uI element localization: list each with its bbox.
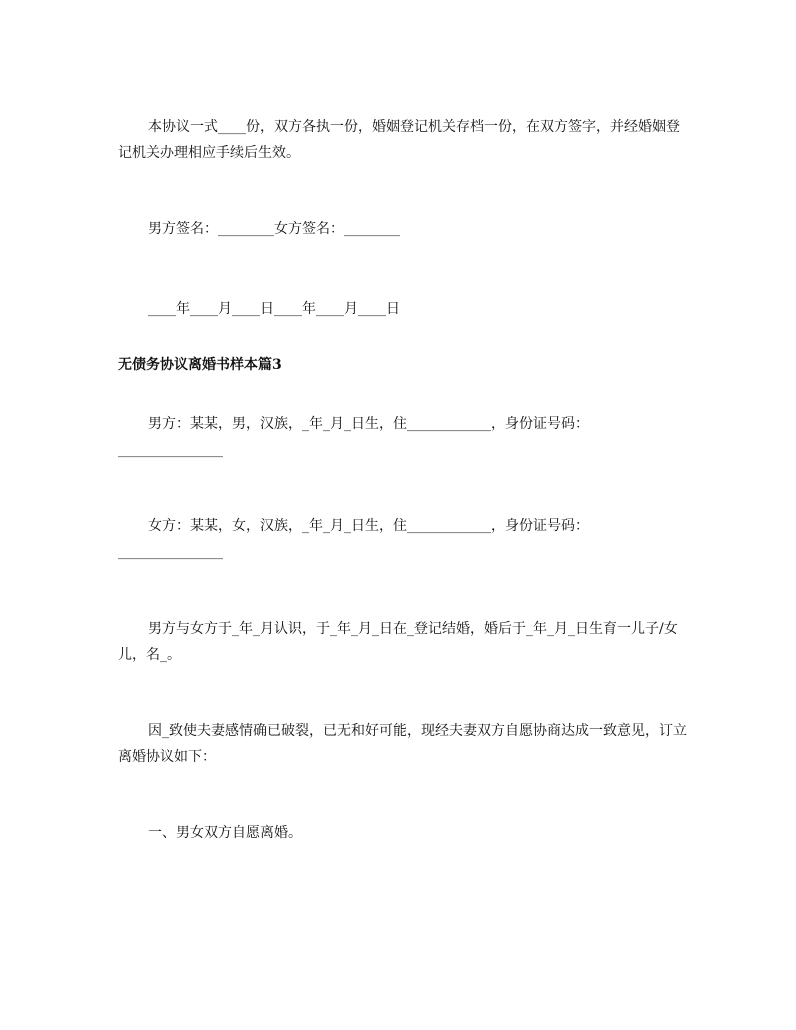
date-line: ____年____月____日____年____月____日 [148,301,400,317]
woman-id-blank: _______________ [118,544,223,560]
man-info-paragraph: 男方：某某，男，汉族，_年_月_日生，住____________，身份证号码： [148,416,589,432]
woman-info-paragraph: 女方：某某，女，汉族，_年_月_日生，住____________，身份证号码： [148,518,589,534]
clause-one-paragraph: 一、男女双方自愿离婚。 [148,825,302,841]
man-id-blank: _______________ [118,442,223,458]
marriage-info-paragraph: 男方与女方于_年_月认识，于_年_月_日在_登记结婚，婚后于_年_月_日生育一儿子/女儿，名_。 [118,621,678,663]
copies-clause-paragraph: 本协议一式____份，双方各执一份，婚姻登记机关存档一份，在双方签字，并经婚姻登记机关办理相应手续后生效。 [118,119,680,161]
section-title: 无债务协议离婚书样本篇3 [118,357,282,373]
divorce-reason-paragraph: 因_致使夫妻感情确已破裂，已无和好可能，现经夫妻双方自愿协商达成一致意见，订立离婚协议如下： [118,723,687,765]
signature-line: 男方签名：________女方签名：________ [148,221,400,237]
